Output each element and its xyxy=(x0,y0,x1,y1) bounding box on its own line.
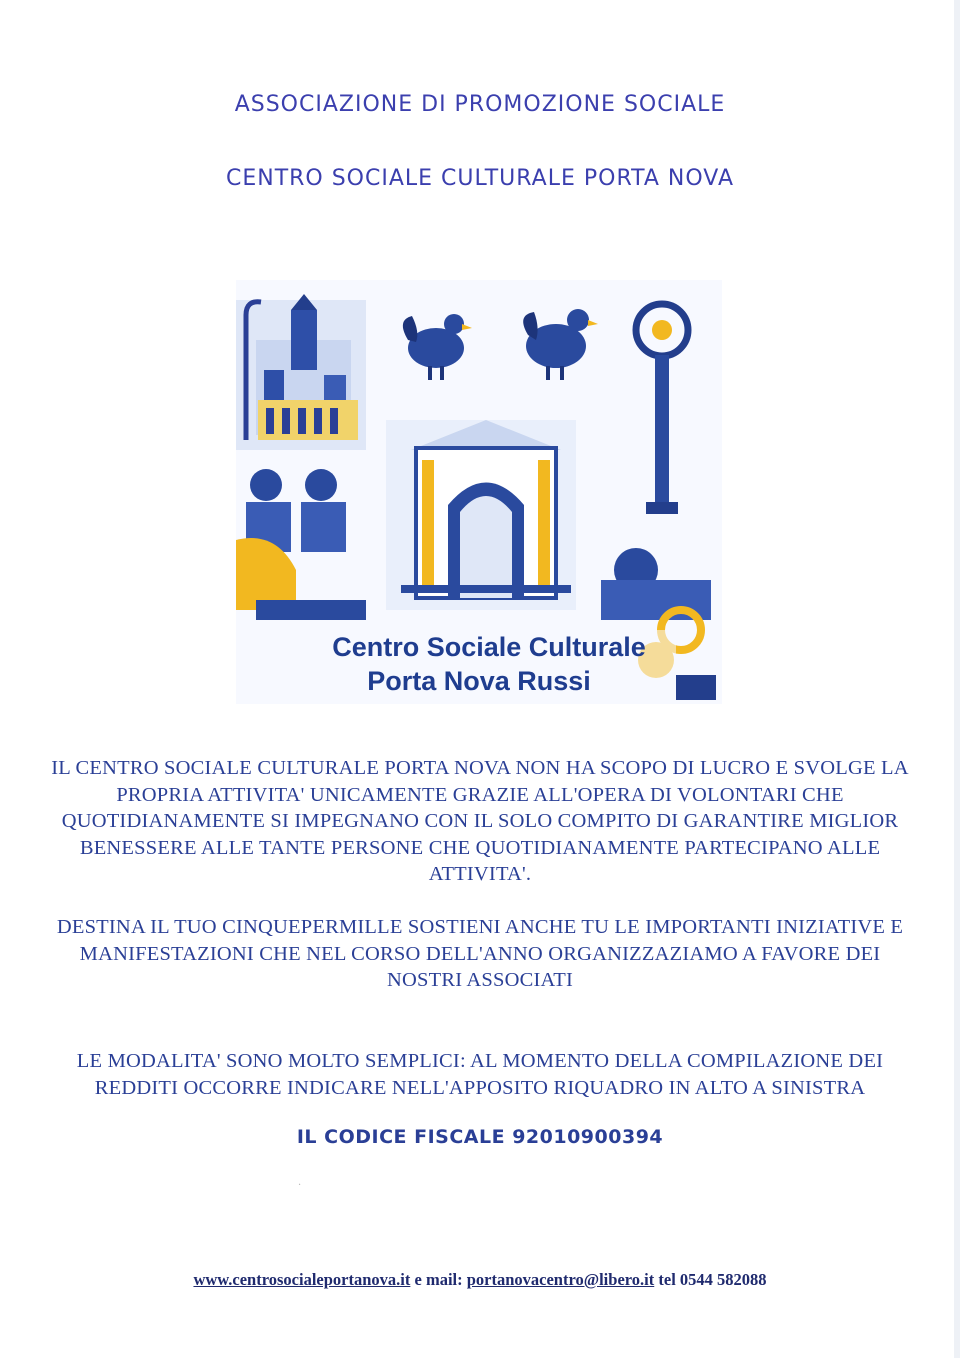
phone-number: tel 0544 582088 xyxy=(658,1270,767,1289)
website-link[interactable]: www.centrosocialeportanova.it xyxy=(193,1270,411,1289)
tax-code: IL CODICE FISCALE 92010900394 xyxy=(296,1126,664,1148)
association-title: ASSOCIAZIONE DI PROMOZIONE SOCIALE xyxy=(234,92,726,117)
logo-caption-line2: Porta Nova Russi xyxy=(367,666,591,696)
donation-paragraph: DESTINA IL TUO CINQUEPERMILLE SOSTIENI ANCHE TU LE IMPORTANTI INIZIATIVE E MANIFESTAZIONI CHE NEL CORSO DELL'ANNO ORGANIZZAZIAMO A FAVORE DEI NOSTRI ASSOCIATI xyxy=(56,916,904,991)
logo-caption-line1: Centro Sociale Culturale xyxy=(332,632,646,662)
mission-paragraph: IL CENTRO SOCIALE CULTURALE PORTA NOVA NON HA SCOPO DI LUCRO E SVOLGE LA PROPRIA ATTIVITA' UNICAMENTE GRAZIE ALL'OPERA DI VOLONTARI CHE QUOTIDIANAMENTE SI IMPEGNANO CON IL SOLO COMPITO DI GARANTIRE MIGLIOR BENESSERE ALLE TANTE PERSONE CHE QUOTIDIANAMENTE PARTECIPANO ALLE ATTIVITA'. xyxy=(51,757,909,885)
center-title: CENTRO SOCIALE CULTURALE PORTA NOVA xyxy=(225,166,735,191)
scan-mark: · xyxy=(298,1180,302,1191)
email-label: e mail: xyxy=(414,1270,463,1289)
email-link[interactable]: portanovacentro@libero.it xyxy=(466,1270,655,1289)
porta-nova-gate-icon xyxy=(401,420,571,598)
contact-footer xyxy=(0,1270,960,1290)
instructions-paragraph: LE MODALITA' SONO MOLTO SEMPLICI: AL MOMENTO DELLA COMPILAZIONE DEI REDDITI OCCORRE INDICARE NELL'APPOSITO RIQUADRO IN ALTO A SINISTRA xyxy=(76,1050,884,1099)
center-logo-image xyxy=(236,280,722,704)
page-edge xyxy=(954,0,960,1358)
